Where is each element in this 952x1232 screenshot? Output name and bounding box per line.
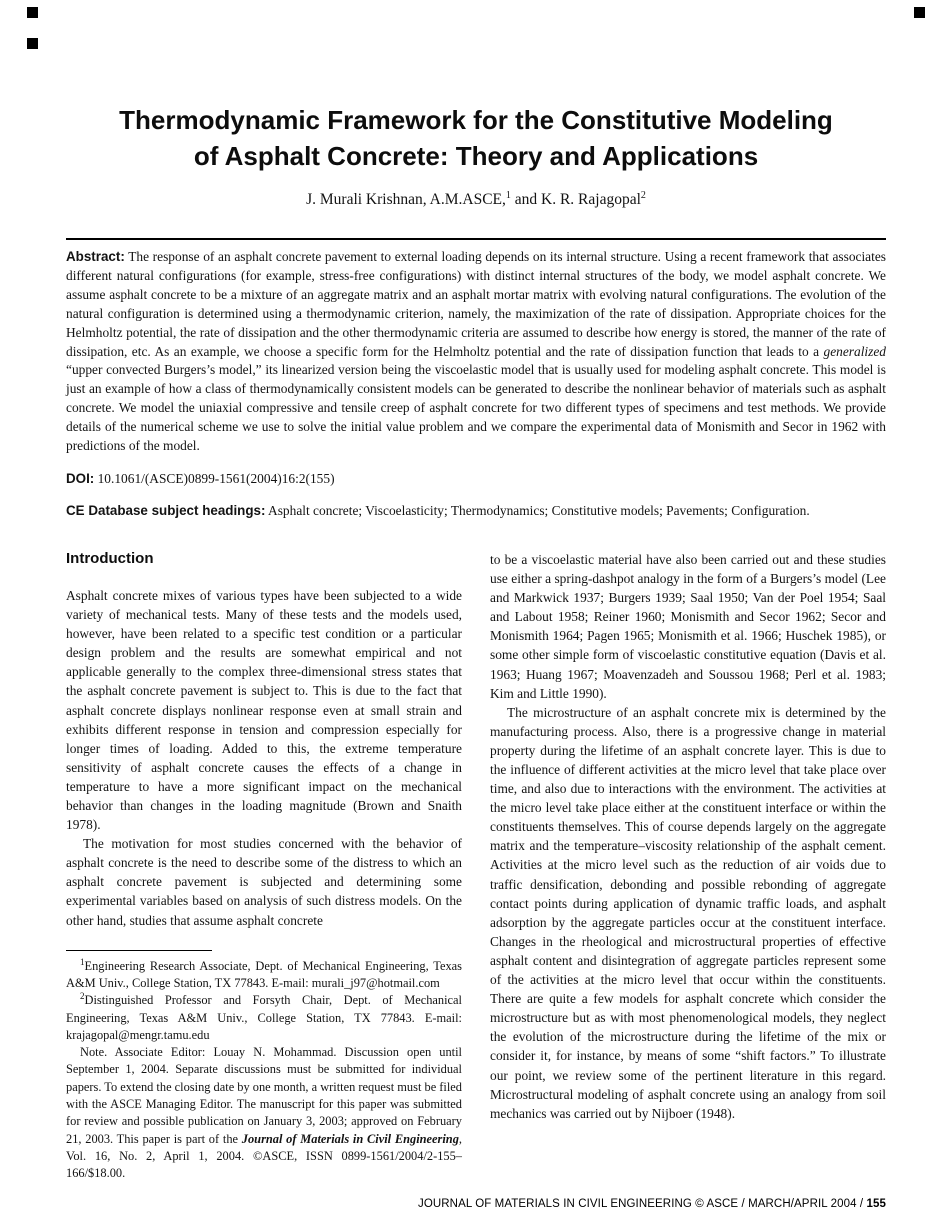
page-footer: [410, 1198, 886, 1210]
editor-note-text: Note. Associate Editor: Louay N. Mohammad. Discussion open until September 1, 2004. Separate discussions must be submitted for individual papers. To extend the closing date by one month, a written request must be filed with the ASCE Managing Editor. The manuscript for this paper was submitted for review and possible publication on January 3, 2003; approved on February 21, 2003. This paper is part of the: [66, 1045, 462, 1146]
abstract-text: The response of an asphalt concrete pavement to external loading depends on its internal structure. Using a recent framework that associates different natural configurations (for example, stress-free configurations) with distinct internal structures of the body, we model asphalt concrete. We assume asphalt concrete to be a mixture of an aggregate matrix and an asphalt mortar matrix with evolving natural configurations. The evolution of the natural configuration is determined using a thermodynamic criterion, namely, the maximization of the rate of dissipation. Appropriate choices for the Helmholtz potential, the rate of dissipation and the other thermodynamic criteria are assumed to describe how energy is stored, the manner of the rate of dissipation, etc. As an example, we choose a specific form for the Helmholtz potential and the rate of dissipation function that leads to a: [66, 249, 886, 359]
abstract: [66, 248, 886, 456]
footnote-2-text: Distinguished Professor and Forsyth Chair, Dept. of Mechanical Engineering, Texas A&M Univ., College Station, TX 77843. E-mail: krajagopal@mengr.tamu.edu: [66, 993, 462, 1042]
footnote-divider-rule: [66, 950, 212, 951]
intro-paragraph-1: Asphalt concrete mixes of various types have been subjected to a wide variety of mechanical tests. Many of these tests and the models used, however, have been related to a specific test condition or a particular design problem and the results are somewhat empirical and not applicable generally to the complex three-dimensional stress states that the asphalt concrete pavement is subject to. This is due to the fact that asphalt concrete displays nonlinear response even at small strain and exhibits different response in tension and compression especially for longer times of loading. Added to this, the extreme temperature sensitivity of asphalt concrete causes the effects of a change in temperature to have a more significant impact on the mechanical behavior than changes in the loading magnitude (Brown and Snaith 1978).: [66, 587, 462, 833]
footnotes-block: [66, 958, 462, 1183]
paper-title: [66, 102, 886, 174]
editor-note-text-continued: , Vol. 16, No. 2, April 1, 2004. ©ASCE, ISSN 0899-1561/2004/2-155–166/$18.00.: [66, 1131, 462, 1181]
footnote-1-marker: 1: [80, 956, 85, 967]
author-1-affiliation-mark: 1: [505, 189, 511, 201]
abstract-italic-word: generalized: [823, 343, 886, 359]
footnote-2: [66, 992, 462, 1044]
registration-mark: [914, 7, 925, 18]
registration-mark: [27, 38, 38, 49]
footnote-1: [66, 958, 462, 993]
two-column-body: [66, 550, 886, 1183]
abstract-label: Abstract:: [66, 249, 125, 264]
title-line-1: Thermodynamic Framework for the Constitutive Modeling: [119, 105, 833, 135]
intro-paragraph-4: The microstructure of an asphalt concrete mix is determined by the manufacturing process. Also, there is a progressive change in material property during the lifetime of an asphalt concrete layer. This is due to the influence of different activities at the micro level that take place over time, and also due to interactions with the environment. The activities at the micro level take place either at the constituent interface or within the constituents themselves. This of course depends largely on the aggregate matrix and the temperature–viscosity relationship of the asphalt cement. Activities at the micro level such as the reduction of air voids due to traffic densification, debonding and possible rebonding of aggregate contact points during application of dynamic traffic loads, and asphalt adsorption by the aggregate particles occur at the constituent interface. Changes in the rheological and microstructural properties of effective asphalt content and disintegration of aggregate particles represent some of the activities at the micro level that occur within the constituents. There are quite a few models for asphalt concrete which consider the microstructure but as with most phenomenological models, they neglect the evolution of the microstructure during the lifetime of the mix or consider it, for instance, by means of some “shift factors.” To illustrate our point, we review some of the pertinent literature in this regard. Microstructural modeling of asphalt concrete using an analogy from soil mechanics was carried out by Nijboer (1948).: [490, 704, 886, 1121]
abstract-divider-rule: [66, 238, 886, 240]
abstract-text-continued: “upper convected Burgers’s model,” its linearized version being the viscoelastic model that is usually used for modeling asphalt concrete. This model is just an example of how a class of thermodynamically consistent models can be generated to describe the nonlinear behavior of materials such as asphalt concrete. We model the uniaxial compressive and tensile creep of asphalt concrete for two different types of specimens and test methods. We provide details of the numerical scheme we use to solve the initial value problem and we compare the experimental data of Monismith and Secor in 1962 with predictions of the model.: [66, 362, 886, 454]
page-number: 155: [866, 1198, 886, 1210]
section-heading-introduction: Introduction: [66, 549, 154, 567]
author-2-affiliation-mark: 2: [640, 189, 646, 201]
subject-headings-line: [66, 501, 886, 520]
left-column: [66, 550, 462, 1183]
journal-footer-text: JOURNAL OF MATERIALS IN CIVIL ENGINEERING © ASCE / MARCH/APRIL 2004 /: [417, 1198, 867, 1210]
journal-name: Journal of Materials in Civil Engineering: [241, 1131, 459, 1146]
subject-headings-value: Asphalt concrete; Viscoelasticity; Thermodynamics; Constitutive models; Pavements; Configuration.: [265, 502, 810, 518]
title-line-2: of Asphalt Concrete: Theory and Applications: [193, 141, 759, 171]
author-1: J. Murali Krishnan, A.M.ASCE,: [306, 191, 506, 208]
intro-paragraph-3: to be a viscoelastic material have also been carried out and these studies use either a spring-dashpot analogy in the form of a Burgers’s model (Lee and Markwick 1937; Burgers 1939; Saal 1950; Van der Poel 1954; Saal and Labout 1958; Reiner 1960; Monismith and Secor 1962; Secor and Monismith 1964; Pagen 1965; Monismith et al. 1966; Huschek 1985), or some other simple form of viscoelastic constitutive equation (Davis et al. 1963; Huang 1967; Moavenzadeh and Soussou 1968; Perl et al. 1983; Kim and Little 1990).: [490, 551, 886, 701]
intro-paragraph-2: The motivation for most studies concerned with the behavior of asphalt concrete is the need to describe some of the distress to which an asphalt concrete pavement is subjected and determining some experimental variables based on analysis of such distress models. On the other hand, studies that assume asphalt concrete: [66, 836, 462, 928]
registration-mark: [27, 7, 38, 18]
footnote-1-text: Engineering Research Associate, Dept. of Mechanical Engineering, Texas A&M Univ., College Station, TX 77843. E-mail: murali_j97@hotmail.com: [66, 958, 462, 990]
footnote-editor-note: [66, 1044, 462, 1182]
doi-line: [66, 469, 886, 488]
footnote-2-marker: 2: [80, 991, 85, 1002]
doi-value: 10.1061/(ASCE)0899-1561(2004)16:2(155): [94, 470, 335, 486]
subject-headings-label: CE Database subject headings:: [66, 502, 266, 518]
right-column: [490, 550, 886, 1123]
doi-label: DOI:: [66, 470, 95, 486]
author-2: and K. R. Rajagopal: [510, 191, 641, 208]
authors-line: [66, 189, 886, 210]
